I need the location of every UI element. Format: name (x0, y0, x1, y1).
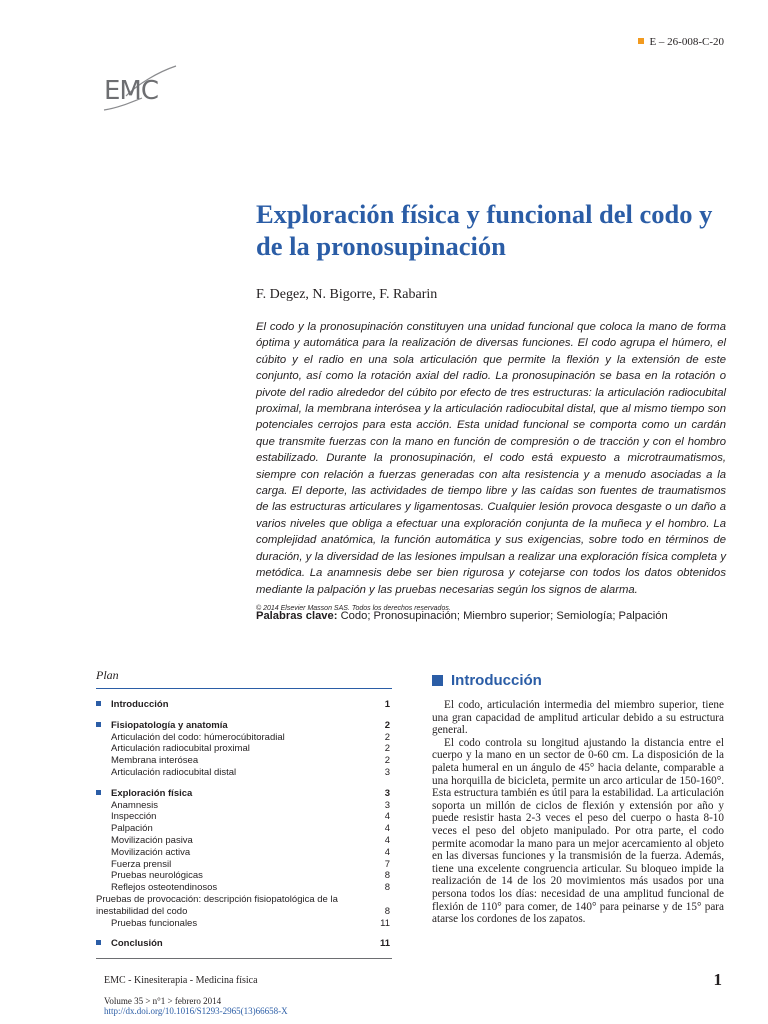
plan-item-label: Movilización activa (111, 846, 191, 858)
plan-item-label: Palpación (111, 823, 153, 835)
page-number: 1 (713, 970, 722, 989)
plan-item-page: 11 (380, 917, 390, 929)
article-title: Exploración física y funcional del codo y de la pronosupinación (256, 199, 713, 261)
abstract (256, 319, 726, 614)
plan-subsection-item[interactable] (96, 870, 392, 882)
keywords-label: Palabras clave: (256, 610, 338, 622)
plan-item-label: Fuerza prensil (111, 858, 172, 870)
copyright: © 2014 Elsevier Masson SAS. Todos los derechos reservados. (256, 604, 451, 612)
plan-subsection-item[interactable] (96, 743, 392, 755)
plan-item-page: 2 (384, 743, 390, 755)
authors: F. Degez, N. Bigorre, F. Rabarin (256, 287, 438, 302)
plan-subsection-item[interactable] (96, 847, 392, 859)
plan-item-label: Articulación radiocubital proximal (111, 743, 250, 755)
plan-subsection-item[interactable] (96, 882, 392, 894)
plan-item-page: 4 (384, 846, 390, 858)
plan-item-label: Reflejos osteotendinosos (111, 882, 218, 894)
plan-item-page: 8 (384, 870, 390, 882)
logo-text: EMC (104, 76, 159, 106)
plan-subsection-item[interactable] (96, 918, 392, 930)
plan-subsection-item[interactable] (96, 732, 392, 744)
plan-item-label: Membrana interósea (111, 755, 199, 767)
plan-item-page: 8 (384, 905, 390, 917)
plan-item-page: 11 (379, 938, 390, 950)
plan-item-label: Conclusión (96, 938, 163, 950)
plan-item-page: 8 (384, 882, 390, 894)
plan-section-item[interactable] (96, 720, 392, 732)
plan-subsection-item[interactable] (96, 755, 392, 767)
plan-subsection-item[interactable] (96, 859, 392, 871)
plan-section-item[interactable] (96, 938, 392, 950)
section-square-icon (432, 675, 443, 686)
plan-item-page: 2 (384, 719, 390, 731)
introduction-section (432, 672, 724, 926)
plan-item-page: 2 (384, 731, 390, 743)
plan-divider (96, 958, 392, 959)
plan-item-page: 3 (384, 799, 390, 811)
emc-logo (98, 62, 188, 122)
plan-list (96, 699, 392, 950)
introduction-paragraph: El codo, articulación intermedia del miembro superior, tiene una gran capacidad de amplitud articular debido a su estructura general. (432, 699, 724, 737)
square-bullet-icon (638, 38, 644, 44)
plan-item-page: 4 (384, 834, 390, 846)
plan-item-label: Anamnesis (111, 799, 158, 811)
plan-subsection-item[interactable] (96, 835, 392, 847)
reference-code: E – 26-008-C-20 (649, 36, 724, 48)
plan-item-label: Articulación del codo: húmerocúbitoradial (111, 731, 285, 743)
journal-name: EMC - Kinesiterapia - Medicina física (104, 975, 258, 986)
plan-item-page: 7 (384, 858, 390, 870)
plan-section-item[interactable] (96, 788, 392, 800)
doi-link[interactable]: http://dx.doi.org/10.1016/S1293-2965(13)66658-X (104, 1006, 288, 1016)
plan-item-label: Introducción (96, 699, 169, 711)
plan-section-item[interactable] (96, 699, 392, 711)
plan-subsection-item[interactable] (96, 811, 392, 823)
plan-subsection-item[interactable] (96, 823, 392, 835)
plan-item-label: Pruebas funcionales (111, 917, 198, 929)
abstract-text: El codo y la pronosupinación constituyen una unidad funcional que coloca la mano de forma óptima y automática para la realización de diversas funciones. El codo agrupa el húmero, el cúbito y el radio en una sola articulación que permite la flexión y la extensión de este conjunto, así como la rotación axial del radio. La pronosupinación se basa en la rotación o pivote del radio alrededor del cúbito por efecto de tres estructuras: la articulación radiocubital proximal, la membrana interósea y la articulación radiocubital distal, que al mismo tiempo son potenciales cerrojos para esta acción. Esta unidad funcional se comporta como un cardán que transmite fuerzas con la mano en función de compresión o de tracción y con el hombro estabilizado. Durante la pronosupinación, el codo está expuesto a microtraumatismos, siempre con relación a fuerzas generadas con alta resistencia y a menudo asociadas a la carga. El deporte, las actividades de tiempo libre y las caídas son fuentes de traumatismos de las estructuras articulares y ligamentosas. Cualquier lesión provoca desgaste o un daño a varios niveles que obliga a efectuar una exploración conjunta de la muñeca y el hombro. La complejidad anatómica, la función automática y sus exigencias, sobre todo en términos de duración, y la diversidad de las lesiones impulsan a realizar una exploración física completa y metódica. La anamnesis debe ser bien rigurosa y cotejarse con todos los datos obtenidos mediante la palpación y las pruebas necesarias según los signos de alarma. (256, 321, 726, 596)
plan-item-label: Pruebas neurológicas (111, 870, 203, 882)
introduction-heading-text: Introducción (451, 672, 542, 689)
keywords-list: Codo; Pronosupinación; Miembro superior; Semiología; Palpación (340, 610, 668, 622)
plan-subsection-item[interactable] (96, 767, 392, 779)
plan-heading: Plan (96, 668, 392, 689)
plan-item-page: 1 (384, 699, 390, 710)
plan-item-page: 2 (384, 755, 390, 767)
plan-subsection-item[interactable] (96, 894, 392, 918)
plan-item-label: Exploración física (96, 788, 192, 800)
plan-item-label: Movilización pasiva (111, 834, 193, 846)
plan-item-page: 3 (384, 766, 390, 778)
plan-item-label: Pruebas de provocación: descripción fisiopatológica de la inestabilidad del codo (96, 893, 338, 917)
footer (104, 976, 288, 1016)
plan-subsection-item[interactable] (96, 800, 392, 812)
keywords (256, 610, 668, 622)
plan-item-page: 4 (384, 823, 390, 835)
introduction-paragraph: El codo controla su longitud ajustando la distancia entre el cuerpo y la mano en un sector de 0-60 cm. La disposición de la paleta humeral en un ángulo de 45° hacia delante, comparable a una horquilla de bicicleta, permite un arco articular de 150-160°. Esta estructura también es útil para la estabilidad. La articulación soporta un millón de ciclos de flexión y extensión por año y puede resistir hasta 2-3 veces el peso del cuerpo o hasta 8-10 veces el peso del objeto manipulado. Por otra parte, el codo permite acomodar la mano para un mejor acercamiento al objeto en las diversas funciones y la transmisión de la fuerza. Además, tiene una excelente congruencia articular. Su bloqueo impide la realización de 14 de los 20 movimientos más usados por una persona todos los días: necesidad de una amplitud funcional de flexión de 110° para comer, de 140° para peinarse y de 15° para atarse los cordones de los zapatos. (432, 736, 725, 926)
volume-info: Volume 35 > n°1 > febrero 2014 (104, 996, 222, 1006)
plan-item-page: 3 (384, 787, 390, 799)
article-reference (638, 36, 724, 48)
plan-item-page: 4 (384, 811, 390, 823)
introduction-heading (432, 672, 724, 689)
plan-item-label: Inspección (111, 811, 157, 823)
plan-item-label: Articulación radiocubital distal (111, 766, 237, 778)
plan-box (96, 668, 392, 959)
plan-item-label: Fisiopatología y anatomía (96, 720, 228, 732)
